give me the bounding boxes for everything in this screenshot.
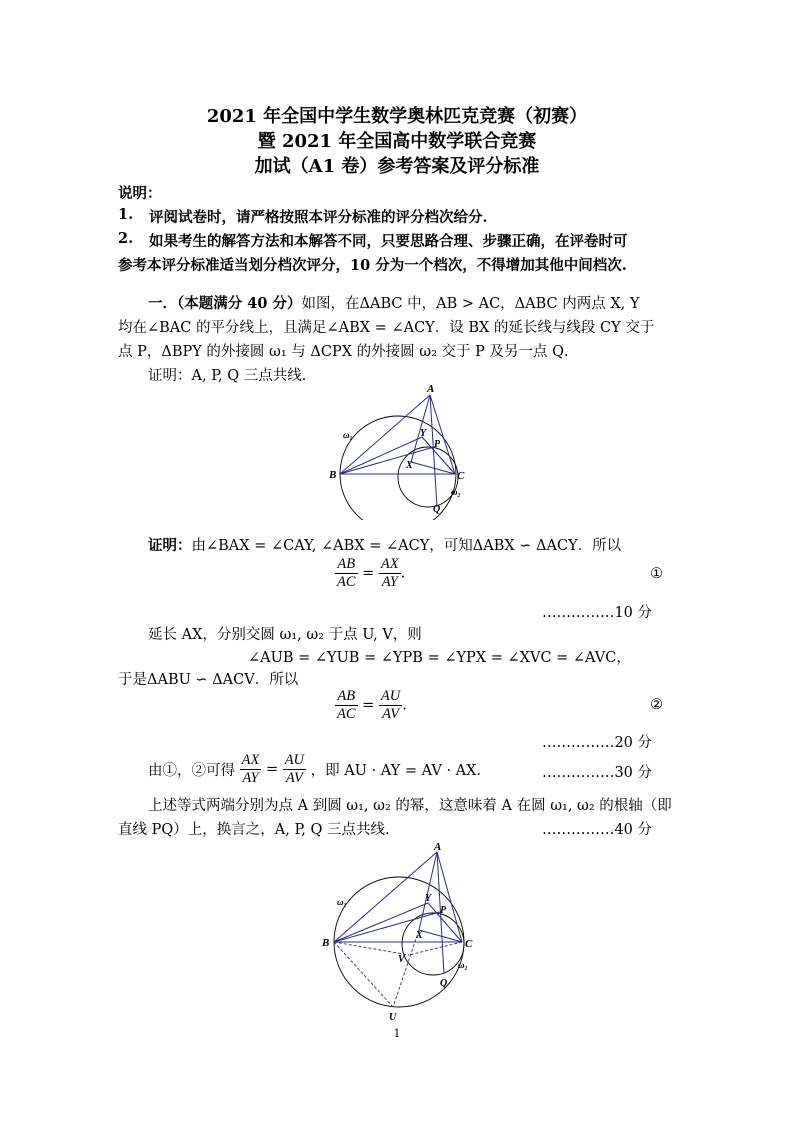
fig1-label-P: P: [434, 439, 441, 450]
score-20: ……………20 分: [541, 735, 652, 751]
note-2-line-2: 参考本评分标准适当划分档次评分，10 分为一个档次，不得增加其他中间档次.: [118, 257, 627, 274]
fig1-label-C: C: [457, 470, 465, 482]
segment-BP: [334, 912, 440, 942]
score-30: ……………30 分: [541, 765, 652, 781]
fraction-AU-AV-2: $\frac{AU}{AV}$: [284, 752, 305, 786]
fig2-label-U: U: [389, 1012, 397, 1023]
solution-step-3: ∠AUB = ∠YUB = ∠YPB = ∠YPX = ∠XVC = ∠AVC，: [248, 650, 631, 666]
solution-step-2: 延长 AX，分别交圆 ω₁, ω₂ 于点 U, V，则: [148, 627, 422, 643]
title-line-3: 加试（A1 卷）参考答案及评分标准: [254, 156, 540, 177]
figure-1-diagram: [320, 380, 490, 520]
fraction-AX-AY: $\frac{AX}{AY}$: [380, 556, 399, 590]
fig1-label-Q: Q: [433, 504, 441, 515]
fig2-label-C: C: [465, 938, 473, 950]
line-AQ: [430, 395, 437, 507]
equation-2: $\frac{AB}{AC}$ = $\frac{AU}{AV}$ .: [337, 688, 407, 722]
fig1-label-Y: Y: [420, 428, 427, 439]
segment-CX: [411, 462, 455, 474]
fig2-label-B: B: [322, 937, 330, 949]
note-1-number: 1.: [118, 206, 134, 223]
problem-line-1-text: 如图，在ΔABC 中，AB > AC，ΔABC 内两点 X, Y: [301, 296, 640, 312]
fraction-AB-AC: $\frac{AB}{AC}$: [337, 556, 356, 590]
fig2-label-omega1: ω₁: [337, 897, 347, 907]
side-AB: [340, 395, 430, 474]
fig2-label-P: P: [440, 905, 447, 916]
title-line-2: 暨 2021 年全国高中数学联合竞赛: [257, 131, 537, 152]
fig2-label-A: A: [434, 841, 442, 853]
problem-line-1: [148, 292, 639, 313]
bisector-AX: [419, 852, 437, 930]
note-2-number: 2.: [118, 230, 134, 247]
problem-label: 一．（本题满分 40 分）: [148, 295, 302, 312]
solution-step-6: 上述等式两端分别为点 A 到圆 ω₁, ω₂ 的幂，这意味着 A 在圆 ω₁, ω₂ 的根轴（即: [148, 798, 672, 814]
problem-statement-prove: 证明：A, P, Q 三点共线.: [148, 368, 307, 384]
fraction-AU-AV: $\frac{AU}{AV}$: [380, 688, 401, 722]
problem-line-3: 点 P，ΔBPY 的外接圆 ω₁ 与 ΔCPX 的外接圆 ω₂ 交于 P 及另一点 Q．: [118, 344, 579, 360]
solution-line-1: [148, 534, 621, 555]
fig1-label-A: A: [427, 383, 435, 395]
problem-line-2: 均在∠BAC 的平分线上，且满足∠ABX = ∠ACY．设 BX 的延长线与线段 CY 交于: [118, 320, 655, 336]
fig2-label-X: X: [416, 930, 423, 941]
solution-step-1: 由∠BAX = ∠CAY, ∠ABX = ∠ACY，可知ΔABX ∽ ΔACY．所以: [191, 538, 622, 554]
fig1-label-X: X: [406, 460, 413, 471]
fig2-label-V: V: [398, 954, 405, 965]
segment-BP: [340, 447, 434, 474]
solution-label: 证明：: [148, 537, 192, 554]
note-1: 评阅试卷时，请严格按照本评分标准的评分档次给分.: [149, 209, 488, 226]
segment-CX: [419, 930, 462, 942]
equation-2-marker: ②: [650, 697, 663, 713]
fig2-label-Y: Y: [425, 893, 432, 904]
solution-step-4: 于是ΔABU ∽ ΔACV．所以: [118, 672, 299, 688]
figure-2-diagram: [320, 836, 490, 1026]
score-10: ……………10 分: [541, 605, 652, 621]
fig1-label-B: B: [329, 469, 337, 481]
notes-heading: 说明：: [118, 185, 162, 202]
fraction-AX-AY-2: $\frac{AX}{AY}$: [241, 752, 260, 786]
solution-step-7: 直线 PQ）上，换言之，A, P, Q 三点共线.: [118, 822, 390, 838]
fig2-label-Q: Q: [440, 978, 448, 989]
score-40: ……………40 分: [541, 822, 652, 838]
side-AC: [437, 852, 462, 942]
segment-CV: [409, 942, 462, 955]
fraction-AB-AC-2: $\frac{AB}{AC}$: [337, 688, 356, 722]
equation-1: $\frac{AB}{AC}$ = $\frac{AX}{AY}$ .: [337, 556, 406, 590]
page-number: 1: [393, 1027, 401, 1040]
fig1-label-omega1: ω₁: [343, 430, 353, 440]
note-2-line-1: 如果考生的解答方法和本解答不同，只要思路合理、步骤正确，在评卷时可: [149, 233, 628, 250]
title-line-1: 2021 年全国中学生数学奥林匹克竞赛（初赛）: [206, 106, 588, 127]
fig2-label-omega2: ω₂: [458, 960, 468, 970]
equation-1-marker: ①: [650, 566, 663, 582]
fig1-label-omega2: ω₂: [451, 487, 461, 497]
segment-BY: [334, 903, 428, 942]
side-AB: [334, 852, 437, 942]
solution-step-5: 由①，②可得 $\frac{AX}{AY}$ = $\frac{AU}{AV}$ ，即 AU · AY = AV · AX．: [148, 752, 491, 786]
